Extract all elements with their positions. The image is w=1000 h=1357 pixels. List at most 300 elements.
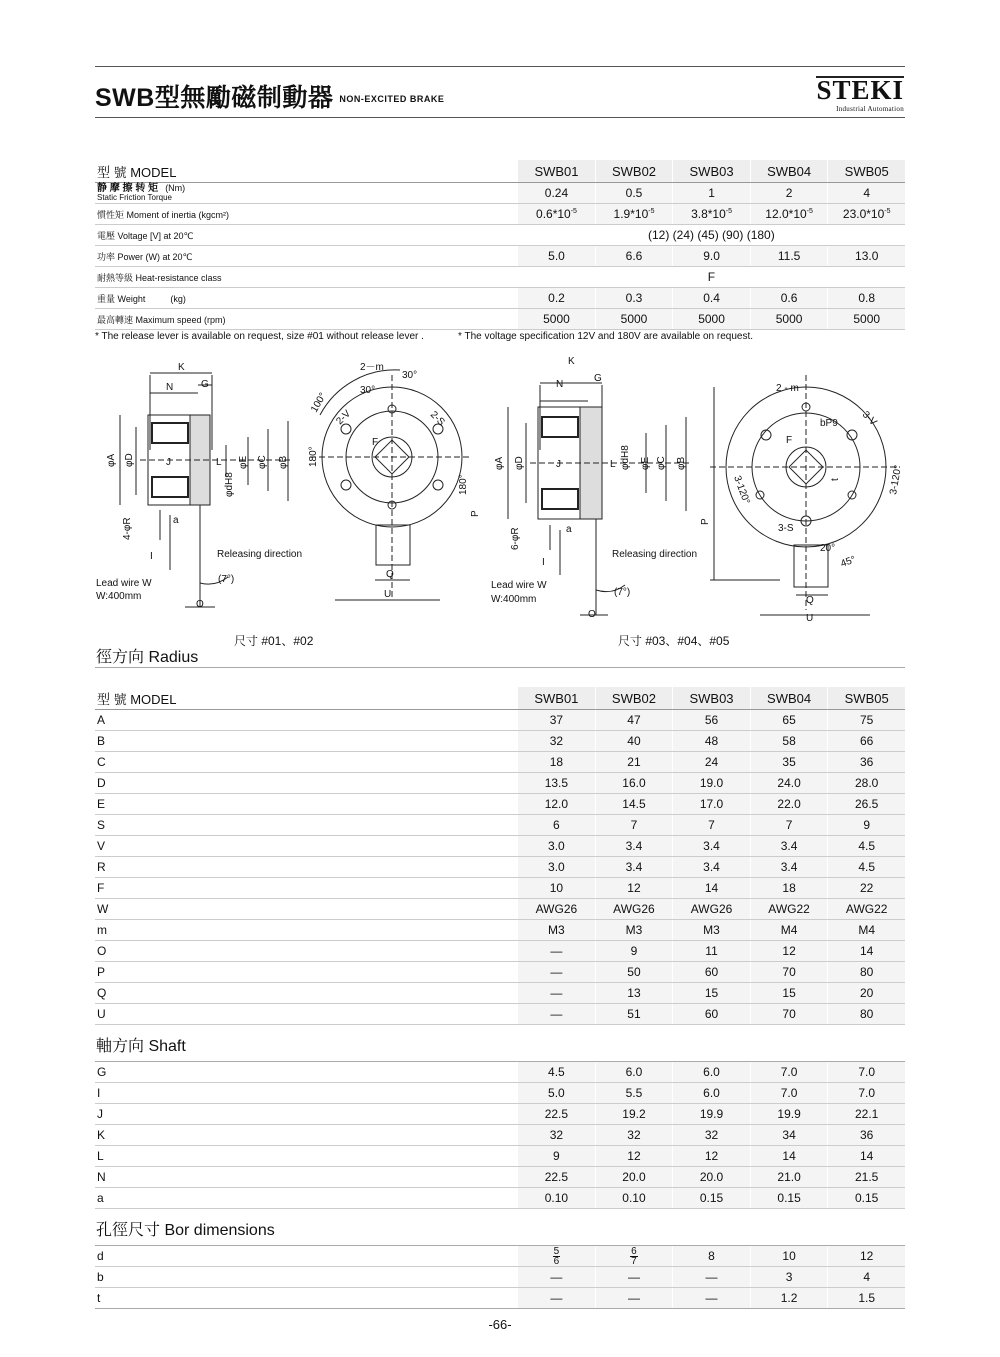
torque-label-en: Static Friction Torque [97,193,172,202]
radius-row [95,794,905,815]
radius-value: 22 [828,878,905,899]
dim-3V: 3-V [859,409,879,429]
radius-value: 80 [828,962,905,983]
shaft-value: 9 [518,1146,596,1167]
bore-d-value: 10 [750,1246,828,1267]
radius-row-label: O [95,941,518,962]
note-lever: * The release lever is available on request, size #01 without release lever . [95,331,424,342]
shaft-value: 7.0 [828,1062,905,1083]
radius-value: M3 [518,920,596,941]
shaft-value: 5.5 [595,1083,673,1104]
radius-value: 14 [673,878,751,899]
shaft-value: 5.0 [518,1083,596,1104]
bore-d-value: 12 [828,1246,905,1267]
angle-100: 100° [309,391,329,415]
dim-N: N [166,382,174,393]
radius-value: 48 [673,731,751,752]
radius-value: AWG26 [673,899,751,920]
model-cell: SWB05 [828,160,905,183]
inertia-mantissa: 3.8*10 [691,207,726,221]
shaft-value: 0.15 [828,1188,905,1209]
radius-value: 70 [750,1004,828,1025]
dim-L-right: L [610,459,616,470]
radius-value: 13.5 [518,773,596,794]
radius-value: M3 [673,920,751,941]
angle-180-right: 180° [458,474,469,495]
shaft-value: 36 [828,1125,905,1146]
power-value: 6.6 [595,246,673,267]
radius-value: 15 [750,983,828,1004]
radius-value: 14.5 [595,794,673,815]
bore-value: — [518,1288,596,1309]
radius-value: 40 [595,731,673,752]
shaft-row [95,1188,905,1209]
dim-U: U [384,589,392,600]
dim-2m-right: 2 - m [776,383,799,394]
header-rule [95,117,905,118]
speed-value: 5000 [750,309,828,330]
fraction-denominator: 6 [553,1255,560,1267]
shaft-value: 12 [595,1146,673,1167]
radius-value: 60 [673,962,751,983]
radius-value: 14 [828,941,905,962]
bore-value: — [673,1267,751,1288]
shaft-row-label: J [95,1104,518,1125]
radius-row [95,857,905,878]
shaft-value: 0.15 [750,1188,828,1209]
shaft-title-row [95,1025,905,1062]
torque-label [95,183,518,204]
weight-row [95,288,905,309]
radius-row-label: D [95,773,518,794]
power-value: 13.0 [828,246,905,267]
radius-value: 4.5 [828,857,905,878]
radius-value: 4.5 [828,836,905,857]
model-cell: SWB04 [750,687,828,710]
dim-phiE: φE [238,455,249,469]
dim-t: t [830,478,841,481]
radius-value: 15 [673,983,751,1004]
inertia-exponent: -5 [570,208,577,215]
dim-N-right: N [556,379,564,390]
shaft-title: 軸方向 Shaft [95,1025,905,1062]
bore-value: 3 [750,1267,828,1288]
lead-wire-right: Lead wire W [491,580,547,591]
page-number: -66- [488,1317,512,1332]
radius-row-label: S [95,815,518,836]
radius-value: 37 [518,710,596,731]
model-label: 型 號 MODEL [95,160,518,183]
power-row [95,246,905,267]
dim-2S: 2-S [427,409,447,429]
radius-value: 9 [828,815,905,836]
side-view-left [120,373,290,607]
shaft-row [95,1125,905,1146]
shaft-value: 32 [673,1125,751,1146]
shaft-value: 22.5 [518,1104,596,1125]
radius-value: 3.4 [750,836,828,857]
radius-value: 3.4 [595,857,673,878]
shaft-row-label: N [95,1167,518,1188]
radius-row-label: R [95,857,518,878]
power-label: 功率 Power (W) at 20℃ [95,246,518,267]
inertia-value [673,204,751,225]
shaft-value: 21.5 [828,1167,905,1188]
heat-row [95,267,905,288]
bore-value: 1.2 [750,1288,828,1309]
shaft-value: 12 [673,1146,751,1167]
voltage-value: (12) (24) (45) (90) (180) [518,225,905,246]
inertia-value [518,204,596,225]
dim-3S: 3-S [778,523,794,534]
radius-row [95,983,905,1004]
logo-tagline: Industrial Automation [836,105,904,113]
spec-header-row [95,160,905,183]
radius-row [95,752,905,773]
radius-value: 26.5 [828,794,905,815]
shaft-value: 0.10 [595,1188,673,1209]
lead-wire: Lead wire W [96,578,152,589]
inertia-exponent: -5 [884,208,891,215]
radius-row-label: B [95,731,518,752]
torque-value: 4 [828,183,905,204]
weight-value: 0.2 [518,288,596,309]
shaft-row-label: K [95,1125,518,1146]
model-cell: SWB02 [595,687,673,710]
dimension-model-label: 型 號 MODEL [95,687,518,710]
radius-value: 12 [595,878,673,899]
bore-fraction [630,1247,638,1266]
shaft-value: 7.0 [750,1083,828,1104]
fraction-denominator: 7 [631,1255,637,1267]
radius-row-label: V [95,836,518,857]
shaft-value: 6.0 [673,1062,751,1083]
model-cell: SWB02 [595,160,673,183]
power-value: 11.5 [750,246,828,267]
radius-value: 12 [750,941,828,962]
radius-row-label: Q [95,983,518,1004]
radius-value: 10 [518,878,596,899]
radius-value: AWG22 [750,899,828,920]
page-title [95,78,444,114]
radius-value: 3.4 [673,857,751,878]
bore-d-value [595,1246,673,1267]
weight-value: 0.8 [828,288,905,309]
shaft-value: 22.1 [828,1104,905,1125]
speed-value: 5000 [595,309,673,330]
power-value: 5.0 [518,246,596,267]
radius-value: 7 [750,815,828,836]
caption-left: 尺寸 #01、#02 [234,634,314,648]
shaft-value: 22.5 [518,1167,596,1188]
radius-value: 65 [750,710,828,731]
radius-row-label: W [95,899,518,920]
torque-value: 2 [750,183,828,204]
dim-2V: 2-V [334,408,354,428]
dim-F-right: F [786,435,793,446]
shaft-row-label: a [95,1188,518,1209]
technical-drawings [0,345,1000,650]
radius-value: 3.4 [595,836,673,857]
bore-row-label: t [95,1288,518,1309]
angle-3-120-left: 3-120° [731,474,752,506]
top-rule [95,66,905,67]
shaft-value: 0.10 [518,1188,596,1209]
radius-value: 3.4 [673,836,751,857]
radius-value: 56 [673,710,751,731]
dim-phiA: φA [106,453,117,467]
inertia-mantissa: 0.6*10 [536,207,571,221]
dim-phiE-right: φE [640,456,651,470]
shaft-row [95,1083,905,1104]
radius-value: 9 [595,941,673,962]
shaft-value: 19.9 [750,1104,828,1125]
power-value: 9.0 [673,246,751,267]
dim-Q-right: Q [806,595,814,606]
radius-value: AWG26 [518,899,596,920]
radius-rule [95,667,905,668]
model-cell: SWB01 [518,687,596,710]
radius-value: 16.0 [595,773,673,794]
radius-value: 36 [828,752,905,773]
bore-row-label: b [95,1267,518,1288]
radius-value: — [518,1004,596,1025]
dim-Q: Q [386,569,394,580]
radius-value: 18 [518,752,596,773]
inertia-exponent: -5 [725,208,733,215]
brand-logo [816,76,904,113]
bore-d-value: 8 [673,1246,751,1267]
radius-value: 3.0 [518,836,596,857]
dim-phiC-right: φC [656,456,667,470]
radius-value: 70 [750,962,828,983]
shaft-value: 7.0 [750,1062,828,1083]
dim-bP9: bP9 [820,418,838,429]
radius-value: 19.0 [673,773,751,794]
dim-phiD-right: φD [514,456,525,470]
radius-value: M4 [750,920,828,941]
radius-value: AWG26 [595,899,673,920]
logo-name: STEKI [816,75,904,105]
shaft-row [95,1062,905,1083]
radius-row-label: E [95,794,518,815]
radius-value: AWG22 [828,899,905,920]
radius-value: 51 [595,1004,673,1025]
inertia-exponent: -5 [806,208,813,215]
shaft-value: 34 [750,1125,828,1146]
radius-row-label: U [95,1004,518,1025]
bore-value: — [595,1288,673,1309]
torque-value: 0.24 [518,183,596,204]
dim-F: F [372,437,379,448]
radius-row-label: C [95,752,518,773]
shaft-row [95,1104,905,1125]
speed-value: 5000 [518,309,596,330]
radius-value: 13 [595,983,673,1004]
radius-value: 7 [595,815,673,836]
torque-row [95,183,905,204]
angle-3-120-right: 3-120° [888,464,905,496]
inertia-exponent: -5 [648,208,655,215]
bore-d-value [518,1246,596,1267]
bore-title-row [95,1209,905,1246]
shaft-value: 0.15 [673,1188,751,1209]
radius-row [95,920,905,941]
dim-P: P [470,510,481,517]
shaft-value: 6.0 [673,1083,751,1104]
inertia-value [750,204,828,225]
angle-20: 20° [820,543,836,554]
dim-phiA-right: φA [494,456,505,470]
dim-a: a [173,515,179,526]
dimension-header-row [95,687,905,710]
radius-value: 28.0 [828,773,905,794]
bore-value: 1.5 [828,1288,905,1309]
shaft-row-label: L [95,1146,518,1167]
bore-fraction [553,1247,561,1266]
dim-2m: 2－m [360,362,384,373]
dim-L: L [216,457,222,468]
model-cell: SWB03 [673,160,751,183]
radius-value: 20 [828,983,905,1004]
radius-row [95,899,905,920]
radius-value: 22.0 [750,794,828,815]
shaft-value: 14 [750,1146,828,1167]
radius-value: 47 [595,710,673,731]
radius-value: 7 [673,815,751,836]
dim-phiB: φB [278,455,289,469]
radius-value: M4 [828,920,905,941]
shaft-value: 20.0 [673,1167,751,1188]
weight-value: 0.6 [750,288,828,309]
voltage-row [95,225,905,246]
radius-value: M3 [595,920,673,941]
heat-value: F [518,267,905,288]
lead-length: W:400mm [96,591,142,602]
inertia-mantissa: 1.9*10 [613,207,649,221]
bore-d-row [95,1246,905,1267]
radius-value: — [518,983,596,1004]
radius-value: 3.4 [750,857,828,878]
radius-row [95,962,905,983]
shaft-value: 21.0 [750,1167,828,1188]
shaft-row-label: I [95,1083,518,1104]
dim-I-right: I [542,557,545,568]
radius-value: — [518,941,596,962]
bore-title: 孔徑尺寸 Bor dimensions [95,1209,905,1246]
inertia-row [95,204,905,225]
releasing-direction: Releasing direction [217,549,303,560]
dimension-table [95,687,905,1309]
radius-value: 32 [518,731,596,752]
bore-row [95,1288,905,1309]
radius-value: 75 [828,710,905,731]
angle-45: 45° [839,554,858,570]
radius-value: 3.0 [518,857,596,878]
inertia-mantissa: 12.0*10 [765,207,807,221]
angle-7: (7°) [218,574,235,585]
shaft-value: 14 [828,1146,905,1167]
model-cell: SWB04 [750,160,828,183]
torque-value: 1 [673,183,751,204]
bore-value: — [518,1267,596,1288]
dim-phidH8-right: φdH8 [620,445,631,470]
shaft-value: 19.2 [595,1104,673,1125]
spec-table [95,160,905,330]
note-voltage: * The voltage specification 12V and 180V are available on request. [458,331,754,342]
radius-row-label: m [95,920,518,941]
inertia-value [595,204,673,225]
dim-K: K [178,362,185,373]
dim-P-right: P [700,518,711,525]
radius-row [95,731,905,752]
torque-unit: (Nm) [165,183,186,193]
radius-row [95,878,905,899]
dim-phiB-right: φB [676,456,687,470]
dim-J: J [166,457,171,468]
radius-value: 80 [828,1004,905,1025]
model-cell: SWB05 [828,687,905,710]
bore-d-row-label: d [95,1246,518,1267]
inertia-label: 慣性矩 Moment of inertia (kgcm²) [95,204,518,225]
radius-row-label: P [95,962,518,983]
speed-value: 5000 [828,309,905,330]
dim-O: O [196,599,204,610]
angle-180: 180° [308,446,319,467]
model-cell: SWB01 [518,160,596,183]
radius-value: 24 [673,752,751,773]
angle-30: 30° [402,370,418,381]
radius-row-label: A [95,710,518,731]
radius-value: 35 [750,752,828,773]
speed-label: 最高轉速 Maximum speed (rpm) [95,309,518,330]
radius-value: 66 [828,731,905,752]
radius-value: 17.0 [673,794,751,815]
dim-K-right: K [568,356,575,367]
shaft-value: 32 [518,1125,596,1146]
bore-value: 4 [828,1267,905,1288]
torque-label-cn: 静 摩 擦 转 矩 [97,183,159,194]
radius-value: 21 [595,752,673,773]
heat-label: 耐熱等級 Heat-resistance class [95,267,518,288]
radius-value: 11 [673,941,751,962]
radius-row-label: F [95,878,518,899]
bore-value: — [595,1267,673,1288]
radius-row [95,1004,905,1025]
radius-row [95,941,905,962]
fraction-numerator: 5 [553,1245,560,1257]
inertia-mantissa: 23.0*10 [842,207,885,221]
dim-G: G [201,379,209,390]
dim-J-right: J [556,459,561,470]
radius-row [95,815,905,836]
shaft-value: 7.0 [828,1083,905,1104]
angle-7-right: (7°) [614,587,631,598]
bore-row [95,1267,905,1288]
speed-value: 5000 [673,309,751,330]
radius-value: 12.0 [518,794,596,815]
inertia-value [828,204,905,225]
shaft-value: 6.0 [595,1062,673,1083]
dim-a-right: a [566,524,572,535]
model-cell: SWB03 [673,687,751,710]
voltage-label: 電壓 Voltage [V] at 20℃ [95,225,518,246]
shaft-value: 4.5 [518,1062,596,1083]
radius-value: 18 [750,878,828,899]
radius-row [95,773,905,794]
lead-length-right: W:400mm [491,594,537,605]
dim-4phiR: 4-φR [122,517,133,540]
